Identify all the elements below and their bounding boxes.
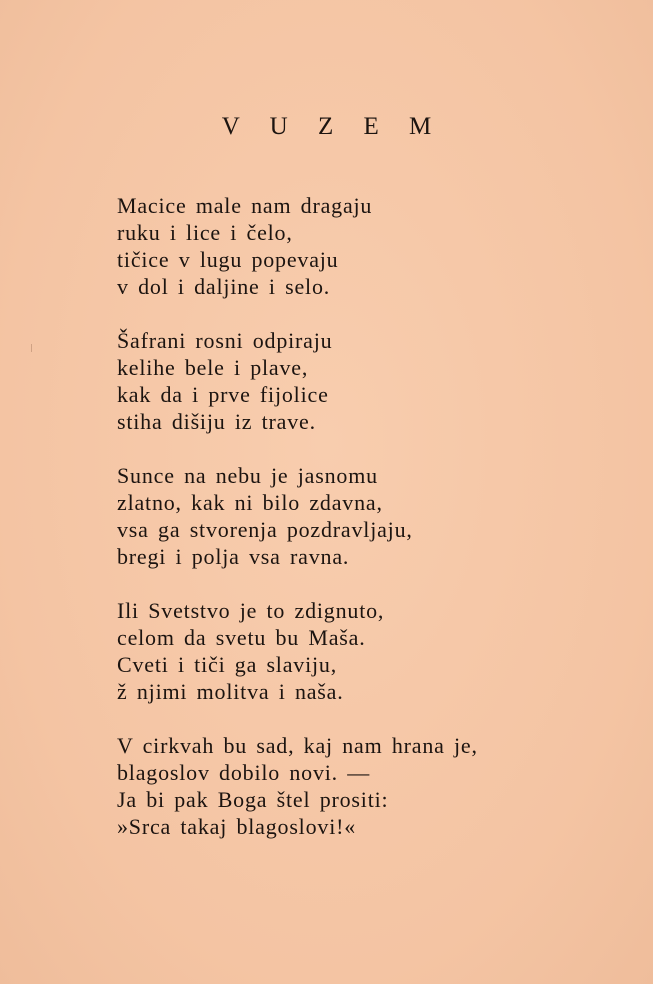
poem-line: v dol i daljine i selo. <box>117 274 331 299</box>
poem-line: Šafrani rosni odpiraju <box>117 328 333 353</box>
poem-line: blagoslov dobilo novi. — <box>117 760 371 785</box>
poem-line: Macice male nam dragaju <box>117 193 373 218</box>
poem-line: celom da svetu bu Maša. <box>117 625 366 650</box>
stanza <box>117 192 617 300</box>
poem-line: stiha dišiju iz trave. <box>117 409 316 434</box>
poem-line: kelihe bele i plave, <box>117 355 309 380</box>
poem-line: ruku i lice i čelo, <box>117 220 293 245</box>
poem-line: ž njimi molitva i naša. <box>117 679 344 704</box>
poem-line: vsa ga stvorenja pozdravljaju, <box>117 517 413 542</box>
poem-line: Cveti i tiči ga slaviju, <box>117 652 338 677</box>
paper-mark <box>31 344 32 352</box>
poem-line: tičice v lugu popevaju <box>117 247 339 272</box>
stanza <box>117 327 617 435</box>
stanza <box>117 462 617 570</box>
poem-title: V U Z E M <box>221 113 444 140</box>
poem-line: kak da i prve fijolice <box>117 382 329 407</box>
poem-line: Ili Svetstvo je to zdignuto, <box>117 598 385 623</box>
poem-line: Sunce na nebu je jasnomu <box>117 463 378 488</box>
poem-line: »Srca takaj blagoslovi!« <box>117 814 357 839</box>
poem-body <box>117 192 617 867</box>
poem-line: V cirkvah bu sad, kaj nam hrana je, <box>117 733 478 758</box>
poem-line: bregi i polja vsa ravna. <box>117 544 350 569</box>
stanza <box>117 597 617 705</box>
poem-line: Ja bi pak Boga štel prositi: <box>117 787 389 812</box>
stanza <box>117 732 617 840</box>
poem-line: zlatno, kak ni bilo zdavna, <box>117 490 383 515</box>
